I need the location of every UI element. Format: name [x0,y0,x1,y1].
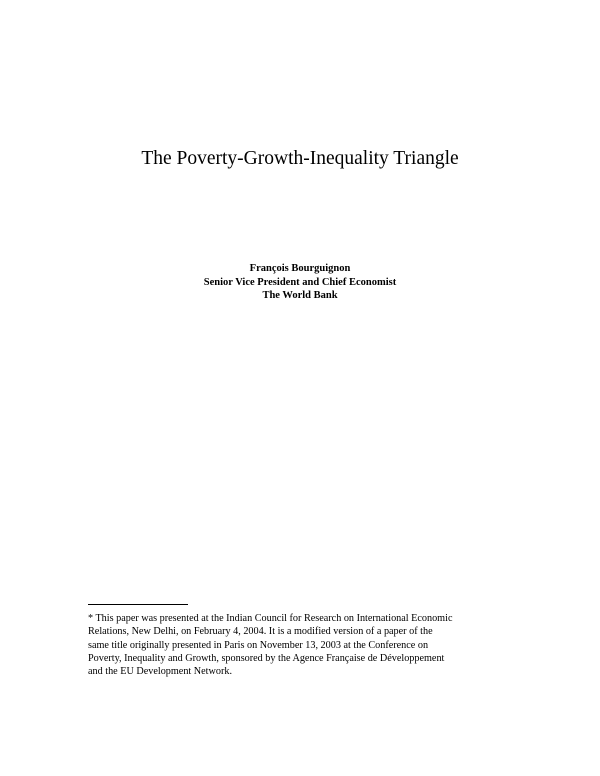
author-position: Senior Vice President and Chief Economist [203,276,397,288]
footnote-line: same title originally presented in Paris on November 13, 2003 at the Conference on [88,639,429,651]
footnote-divider [88,604,188,605]
author-block [0,262,600,303]
paper-title: The Poverty-Growth-Inequality Triangle [141,148,459,169]
author-name: François Bourguignon [249,263,351,274]
footnote-line: Poverty, Inequality and Growth, sponsored by the Agence Française de Développement [88,652,445,664]
footnote-line: and the EU Development Network. [88,666,232,678]
footnote-line: * This paper was presented at the Indian Council for Research on International Economic [88,613,453,624]
footnote [88,612,518,678]
author-affiliation: The World Bank [262,290,338,301]
footnote-line: Relations, New Delhi, on February 4, 2004. It is a modified version of a paper of the [88,626,433,638]
